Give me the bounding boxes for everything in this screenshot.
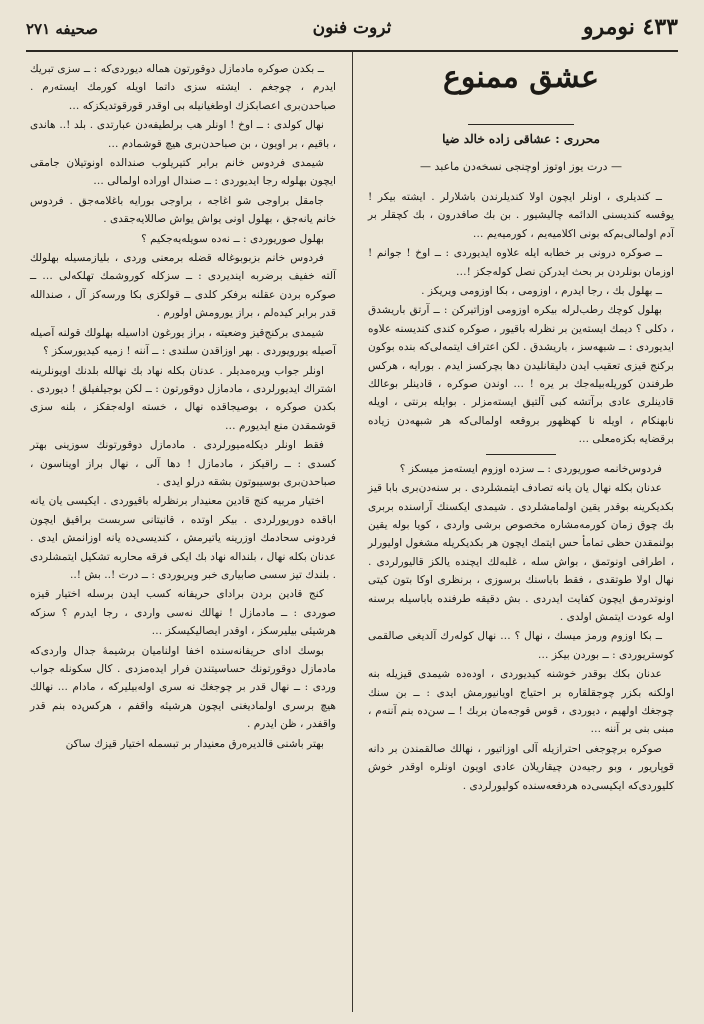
paragraph: ــ بکا اوزوم ورمز میسك ، نهال ؟ … نهال کوله‌رك آلدیغی صالقمی کوستریوردی : ــ بوردن بیکز … xyxy=(368,630,674,661)
paragraph: عدنان بکك بوقدر خوشنه کیدیوردی ، اوده‌ده شیمدی قیزیله بنه اولکنه بکزر چوجقلقاره بر احتیاج اویانیورمش ایدی : ــ بن سنك چوجغك اولهیم ، دیوردی ، قوس قوجه‌مان بربك ! ــ سن‌ده بنم آننه‌م ، مبنی بنی بر آننه … xyxy=(368,668,674,736)
issue-number: ٤٣٣ نومرو xyxy=(582,14,678,40)
paragraph: بهتر باشنی قالدیره‌رق معنیدار بر تبسمله اختیار قیزك ساکن xyxy=(65,737,324,750)
paragraph: نهال کولدی : ــ اوخ ! اونلر هب برلطیفه‌دن عبارتدی . بلد !.. هاندی ، باقیم ، بر اویون ، بن صباحدن‌بری هیچ قوشمادم … xyxy=(30,119,336,150)
left-column xyxy=(30,60,336,754)
paragraph: اختیار مربیه کنج قادین معنیدار برنظرله باقیوردی . ایکیسی یان یانه اباقده دوریورلردی . بیکر اوتده ، قانیتانی سربست براقیق ایچون فردونی سحادمك اوزرینه یاتیرمش ، کندیسی‌ده یانه اوزانمش ایدی . عدنان بکله نهال ، بلنداله نهاد بك ایکی فرقه محاربه تشکیل ایتمشلردی . بلندك تیز سسی صابیاری خبر ویریوردی : ــ درت !.. بش !.. xyxy=(30,495,336,581)
page-number: صحيفه ٢٧١ xyxy=(26,20,98,38)
story-title: عشق ممنوع xyxy=(443,60,599,95)
paragraph: ــ بهلول بك ، رجا ایدرم ، اوزومی ، بکا اوزومی ویریکز . xyxy=(421,285,662,298)
paragraph: فردوس خانم بزبوبوغاله قضله برمعنی وردی ، بلیازمسیله بهلولك آلته خفیف برضربه ایندیردی : ــ سزکله کوروشمك تهلکه‌لی … ــ صوکره بردن عقلنه برفکر کلدی ــ قولکزی بکا ورسه‌کز آل ، صندالله قدر برابر کیده‌لم ، براز یورومش اولورم . xyxy=(30,252,336,320)
section-separator xyxy=(486,454,556,455)
title-rule xyxy=(468,124,574,125)
paragraph: شیمدی برکنج‌قیز وضعیته ، براز یورغون اداسیله بهلولك قولنه آصیله آصیله یورویوردی . بهر اوزاقدن سلندی : ــ آننه ! زمیه کیدیورسکز ؟ xyxy=(30,326,336,358)
paragraph: فقط اونلر دیکله‌میورلردی . مادمازل دوقورتونك سوزینی بهتر کسدی : ــ راقیکز ، مادمازل ! دها آلی ، نهال براز اویناسون ، صباحدن‌بری بوسیبوتون بشقه درلو ایدی . xyxy=(30,439,336,488)
paragraph: شیمدی فردوس خانم برابر کتیریلوب صندالده اونوتیلان جامقی ایچون بهلوله رجا ایدیوردی : ــ صندال اوراده اولمالی … xyxy=(30,157,336,188)
paragraph: کنج قادین بردن برادای حریفانه کسب ایدن برسله اختیار قیزه صوردی : ــ مادمازل ! نهالك نه‌سی واردی ، رجا ایدرم ؟ سزکه هرشیئی بیلیرسکز ، اوقدر ایصالیکیسکز … xyxy=(30,588,336,638)
paragraph: بهلول صوریوردی : ــ نه‌ده سویله‌یه‌جکیم ؟ xyxy=(141,232,324,245)
paragraph: عدنان بکله نهال یان یانه تصادف ایتمشلردی . بر سنه‌دن‌بری بابا قیز بکدیکرینه بوقدر یقین اولمامشلردی . شیمدی ایکسنك آراسنده بربری بك چوق زمان کورمه‌مشاره مخصوص برشی واردی ، کویا بوله یقین بولنمقدن حظی تمامأ حس ایتمك ایچون هر بکدیکریله مشغول اولیورلر ، اطرافی اونوتمق ، بواش سله ، غلبه‌لك ایچنده یالکز قالیورلردی . نهال اولا طوتقدی ، فقط باباسنك برسوزی ، برنظری اوکا بتون کیتی اونوتدرمق ایچون کفایت ایدردی . بش دقیقه طرفنده باباسیله برسنه اوله عودت ایتمش اولدی . xyxy=(368,482,674,623)
paragraph: بوسك ادای حریفانه‌سنده اخفا اولنامیان برشیمه‌ٔ جدال واردی‌که مادمازل دوقورتونك حساسیتندن فرار ایده‌مزدی . کال سکونله جواب وردی : ــ نهال قدر بر چوجغك نه سری اوله‌بیلیرکه ، مادام ... نهالك هیچ برسری اولمادیغنی ایچون هرشیئه واقفم ، هرکس‌ده بنم قدر واقفدر ، ظن ایدرم . xyxy=(30,644,336,731)
right-column xyxy=(368,188,674,796)
paragraph: اونلر جواب ویره‌مدیلر . عدنان بکله نهاد بك نهالله بلدنك اویونلرینه اشتراك ایدیورلردی ، مادمازل دوقورتون : ــ لکن بوجیلفیلق ! دیوردی . بکدن صوکره ، بوصیجاقده نهال ، خسته اوله‌جقکز ، بلنه سزی قوشمقدن منع ایدیورم … xyxy=(30,364,336,432)
paragraph: بهلول کوچك رطب‌لرله بیکره اوزومی اوزاتیرکن : ــ آرتق باریشدق ، دکلی ؟ دیمك ایسته‌ین بر نظرله باقیور ، صوکره کندی کندیسنه علاوه ایدیوردی : ــ شبهه‌سز ، باریشدق . لکن اعتراف ایتمه‌لی‌که بنده بوکون برکنج قیزی تعقیب ایدن دلیقانلیدن دها بچرکسز ایدم . بورایه ، هرکس طرفندن کوریله‌بیله‌جك بر یره ! … اوندن صوکره ، قادینلر بوعالك قادینلری عادی برآتشه کبی آلتیق ایسته‌مزلر . بوایله برنتی ، اویله نابهنکام ، اویله نا کهظهور بروقعه اولمالی‌که هر شبهه‌دن زیاده برقضایه بکزه‌معلی … xyxy=(368,304,674,446)
journal-name: ثروت فنون xyxy=(312,18,392,38)
paragraph: فردوس‌خانمه صوریوردی : ــ سزده اوزوم ایسته‌مز میسکز ؟ xyxy=(399,462,662,475)
story-motto: — درت یوز اوتوز اوچنجی نسخه‌دن ماعبد — xyxy=(419,160,623,173)
story-author: محرری : عشاقی زاده خالد ضیا xyxy=(442,132,600,146)
paragraph: جامقل براوجی شو اغاجه ، براوجی بورایه باغلامه‌جق . فردوس خانم یانه‌جق ، بهلول اونی یواش یواش صاللایه‌جقدی . xyxy=(30,194,336,226)
paragraph: صوکره برچوجغی احترازیله آلی اوزاتیور ، نهالك صالقمندن بر دانه قوپاریور ، وبو رجیه‌دن چیقاریلان عادی اویون اونلره اوقدر خوش کلیوردی‌که ایکیسی‌ده هردفعه‌سنده کولیورلردی . xyxy=(368,742,674,792)
paragraph: ــ کندیلری ، اونلر ایچون اولا کندیلرندن باشلارلر . ایشته بیکر ! یوقسه کندیسنی الدائمه چالیشیور . بن بك صافدرون ، بك کچقلر بر آدم اولمالی‌بم‌که بونی اکلامیه‌یم ، کورمیه‌یم … xyxy=(368,191,674,240)
paragraph: ــ صوکره درونی بر خطابه ایله علاوه ایدیوردی : ــ اوخ ! جوانم ! اوزمان بونلردن بر بحث ایدرکن نصل کوله‌جکز !… xyxy=(368,247,674,278)
paragraph: ــ بکدن صوکره مادمازل دوقورتون هماله دیوردی‌که : ــ سزی تبریك ایدرم ، چوجغم . ایشته سزی داتما اویله کورمك ایسته‌رم . صباحدن‌بری اعصابکزك اوطغیانیله بی اوقدر قورقوتدیکزکه … xyxy=(30,63,336,112)
page-header xyxy=(26,10,678,52)
column-divider xyxy=(352,52,353,1012)
